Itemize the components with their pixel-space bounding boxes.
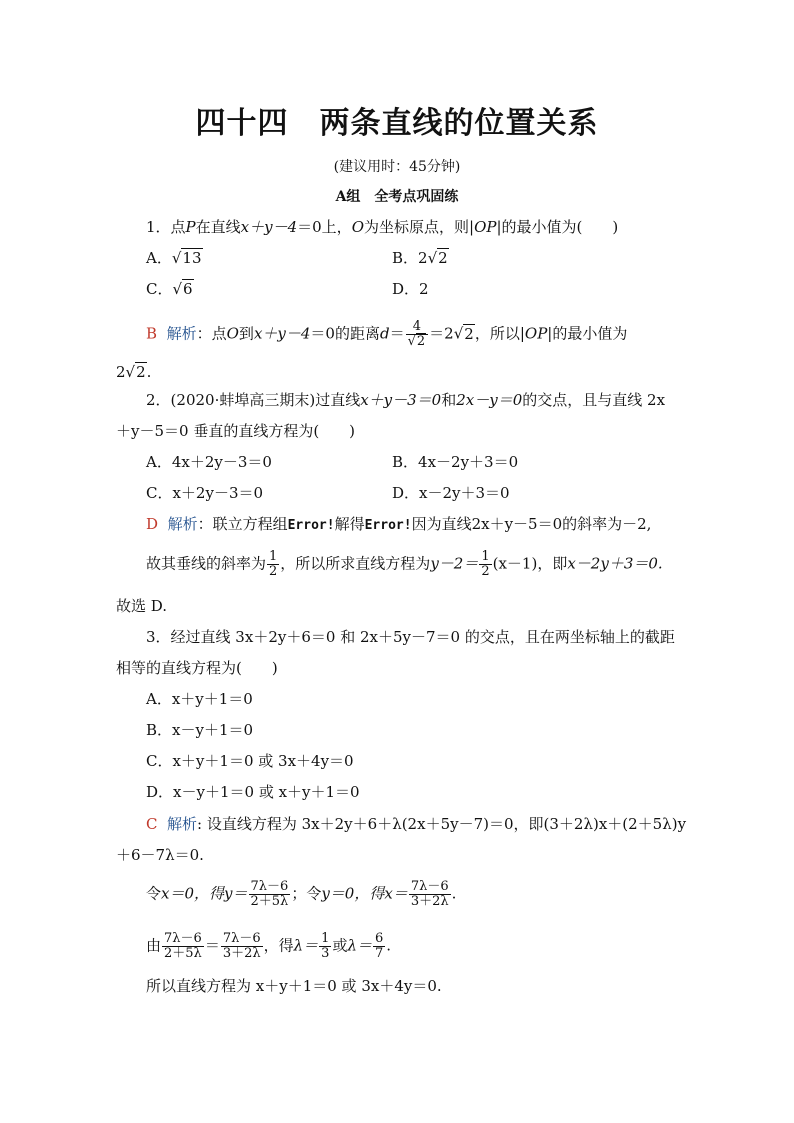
q1-option-d: D．2 (392, 280, 429, 298)
q3-option-c: C．x＋y＋1＝0 或 3x＋4y＝0 (146, 752, 354, 770)
q2-option-b: B．4x－2y＋3＝0 (392, 453, 519, 471)
q2-option-a: A．4x＋2y－3＝0 (146, 453, 272, 471)
q2-analysis: D 解析：联立方程组Error!解得Error!因为直线2x＋y－5＝0的斜率为－2, (146, 515, 652, 533)
q3-step2: 由 $\frac{7\lambda-6}{2+5\lambda}$ ＝ $\frac{7\lambda-6}{3+2\lambda}$ ，得λ＝ $\frac{1}{3}$ 或λ＝ $\frac{6}{7}$ . (146, 931, 392, 961)
group-heading: A组 全考点巩固练 (335, 189, 459, 205)
q2-stem-line1: 2．(2020·蚌埠高三期末)过直线x＋y－3＝0和2x－y＝0的交点，且与直线 2x (146, 391, 666, 409)
q2-answer: D (146, 515, 159, 533)
q1-analysis-cont: 2√2. (116, 363, 152, 381)
q3-option-b: B．x－y＋1＝0 (146, 721, 254, 739)
q3-stem-line1: 3．经过直线 3x＋2y＋6＝0 和 2x＋5y－7＝0 的交点，且在两坐标轴上的截距 (146, 628, 675, 646)
q3-option-d: D．x－y＋1＝0 或 x＋y＋1＝0 (146, 783, 360, 801)
q2-option-d: D．x－2y＋3＝0 (392, 484, 510, 502)
q3-stem-line2: 相等的直线方程为( ) (116, 659, 278, 677)
q1-option-a: A．√13 (146, 249, 202, 267)
q1-fraction: $\frac{4}{√2}$ (406, 320, 429, 349)
q3-analysis-line2: ＋6－7λ＝0. (116, 846, 204, 864)
q3-option-a: A．x＋y＋1＝0 (146, 690, 253, 708)
q2-option-c: C．x＋2y－3＝0 (146, 484, 264, 502)
q3-conclusion: 所以直线方程为 x＋y＋1＝0 或 3x＋4y＝0. (146, 977, 442, 995)
q2-analysis-line3: 故选 D. (116, 597, 168, 615)
q2-analysis-line2: 故其垂线的斜率为 $\frac{1}{2}$ ，所以所求直线方程为y－2＝ $\frac{1}{2}$ (x－1)，即x－2y＋3＝0. (146, 549, 663, 579)
page-title: 四十四 两条直线的位置关系 (195, 106, 599, 141)
q3-answer: C (146, 815, 158, 833)
q1-option-b: B．2√2 (392, 249, 448, 267)
q3-analysis: C 解析: 设直线方程为 3x＋2y＋6＋λ(2x＋5y－7)＝0，即(3＋2λ)x＋(2＋5λ)y (146, 815, 687, 833)
q1-option-c: C．√6 (146, 280, 193, 298)
q2-stem-line2: ＋y－5＝0 垂直的直线方程为( ) (116, 422, 356, 440)
time-note: (建议用时：45分钟) (333, 159, 461, 175)
q1-answer: B (146, 324, 158, 343)
q1-stem: 1．点P在直线x＋y－4＝0上，O为坐标原点，则|OP|的最小值为( ) (146, 218, 619, 236)
q1-analysis: B 解析：点O到x＋y－4＝0的距离d＝ $\frac{4}{√2}$ ＝2√2，所以|OP|的最小值为 (146, 319, 628, 349)
q3-step1: 令x＝0，得y＝ $\frac{7\lambda-6}{2+5\lambda}$ ；令y＝0，得x＝ $\frac{7\lambda-6}{3+2\lambda}$ . (146, 879, 457, 909)
